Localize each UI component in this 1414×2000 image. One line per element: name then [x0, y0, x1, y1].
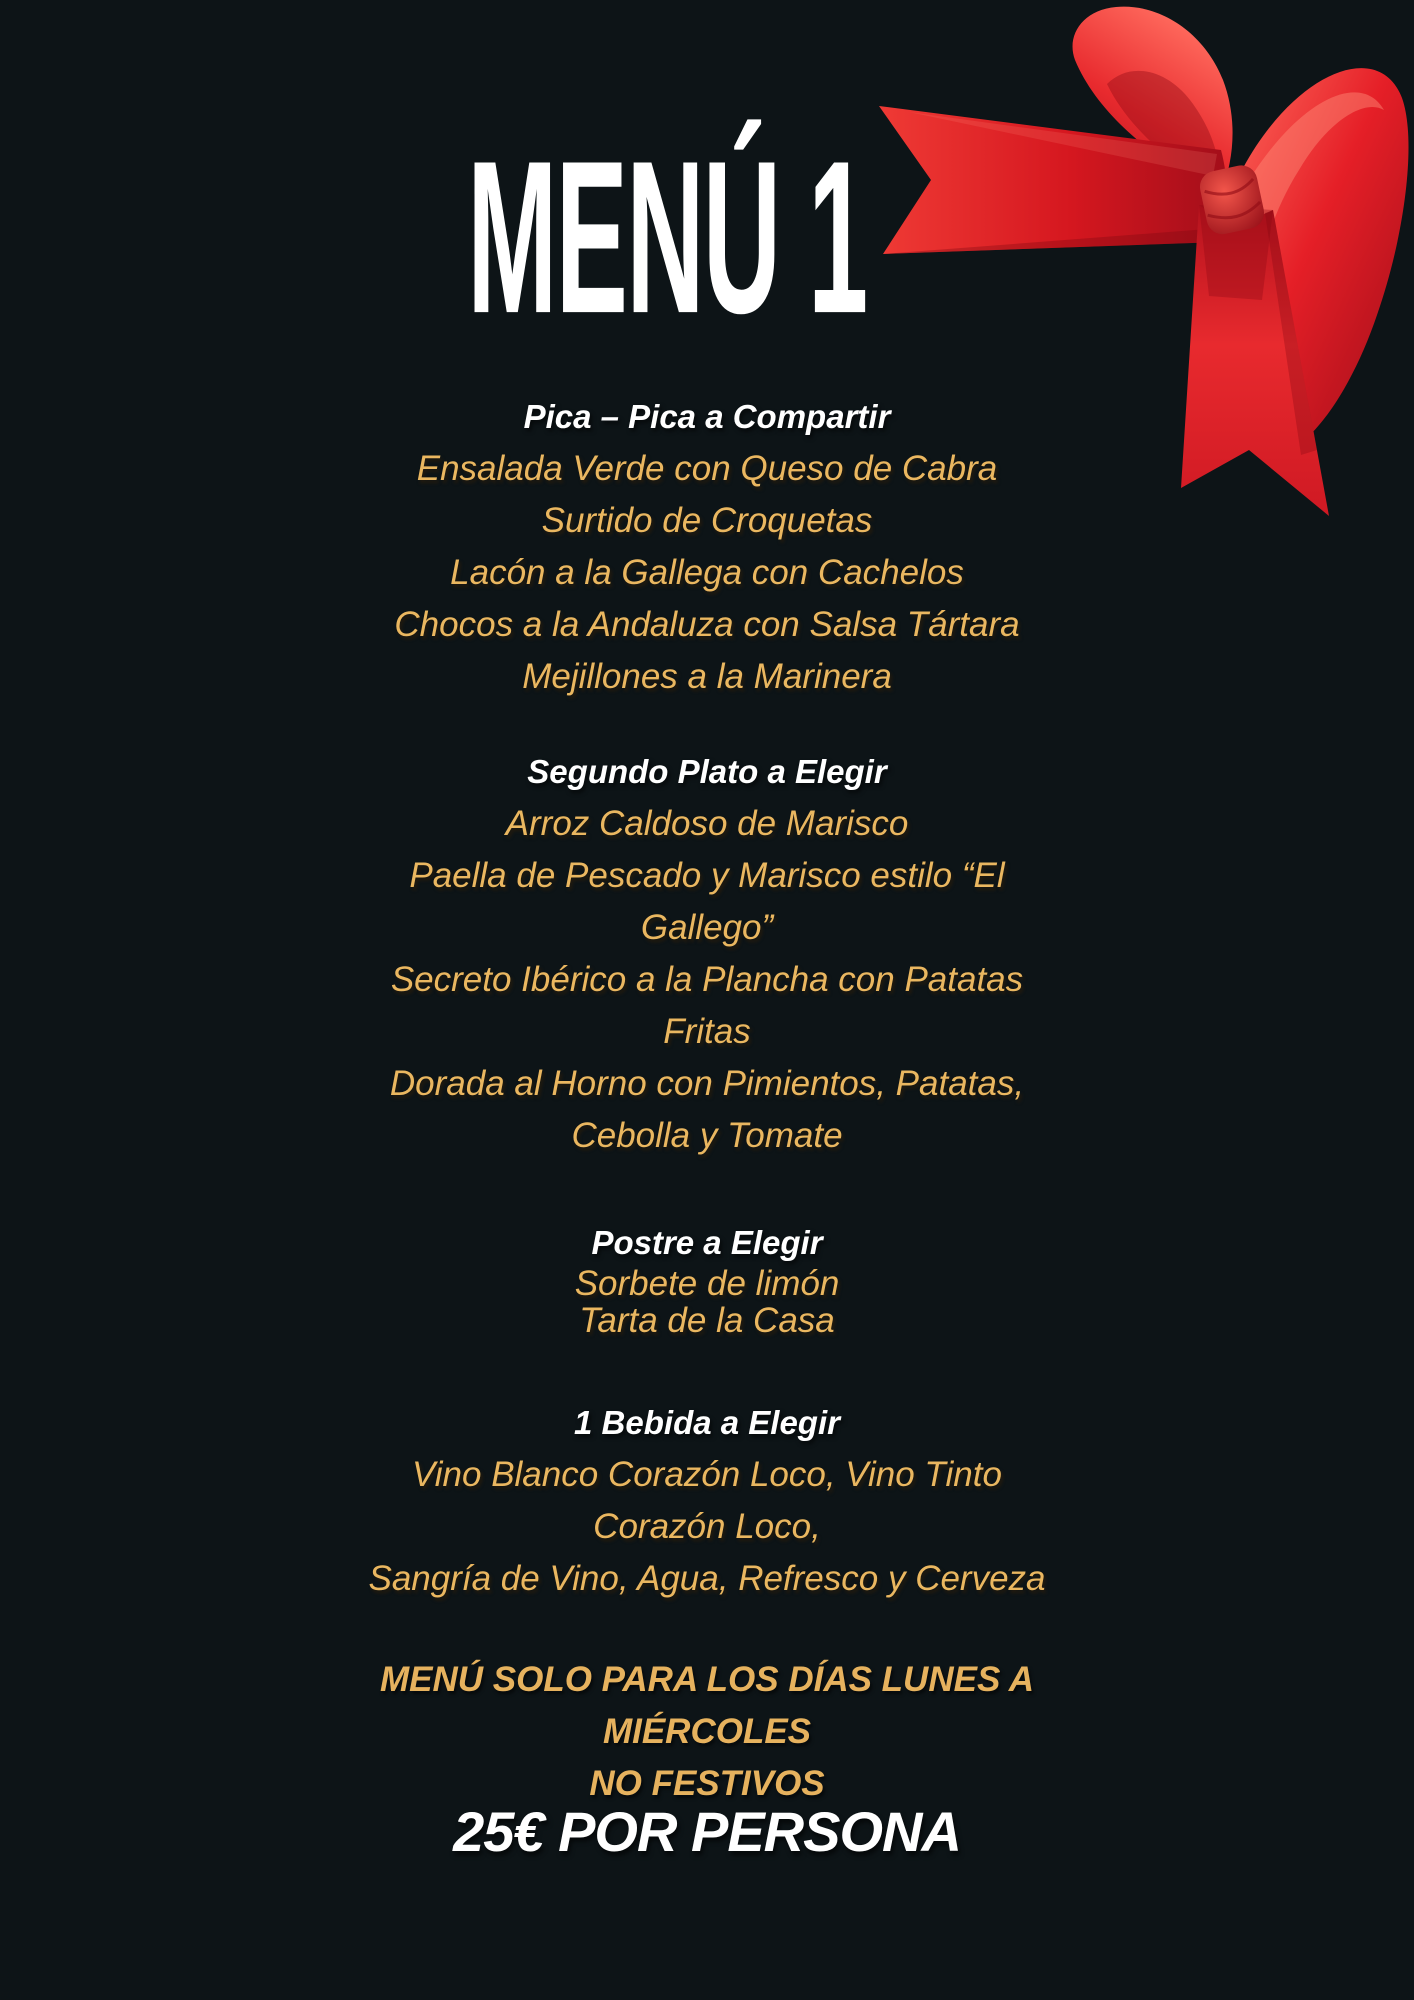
- section-pica-pica: [0, 391, 1414, 703]
- section-header: Pica – Pica a Compartir: [523, 398, 891, 435]
- menu-title: MENÚ 1: [467, 114, 867, 359]
- menu-item: Mejillones a la Marinera: [522, 657, 892, 696]
- menu-item: Corazón Loco,: [593, 1507, 821, 1546]
- footer-notes: [0, 1654, 1414, 1862]
- menu-item: Cebolla y Tomate: [571, 1116, 843, 1155]
- menu-item: Fritas: [663, 1012, 751, 1051]
- menu-item: Chocos a la Andaluza con Salsa Tártara: [394, 605, 1020, 644]
- menu-item: Tarta de la Casa: [579, 1301, 835, 1340]
- section-segundo-plato: [0, 746, 1414, 1162]
- section-header: Postre a Elegir: [591, 1224, 823, 1261]
- menu-item: Ensalada Verde con Queso de Cabra: [416, 449, 998, 488]
- menu-item: Sangría de Vino, Agua, Refresco y Cerveza: [368, 1559, 1046, 1598]
- availability-note: MIÉRCOLES: [602, 1712, 812, 1751]
- section-header: Segundo Plato a Elegir: [527, 753, 887, 790]
- availability-note: MENÚ SOLO PARA LOS DÍAS LUNES A: [379, 1660, 1034, 1699]
- menu-item: Surtido de Croquetas: [541, 501, 873, 540]
- price-per-person: 25€ POR PERSONA: [453, 1800, 961, 1863]
- menu-item: Vino Blanco Corazón Loco, Vino Tinto: [412, 1455, 1002, 1494]
- menu-item: Arroz Caldoso de Marisco: [505, 804, 909, 843]
- section-postre: [0, 1221, 1414, 1339]
- menu-item: Lacón a la Gallega con Cachelos: [450, 553, 964, 592]
- menu-item: Dorada al Horno con Pimientos, Patatas,: [389, 1064, 1025, 1103]
- menu-item: Paella de Pescado y Marisco estilo “El: [409, 856, 1005, 895]
- section-header: 1 Bebida a Elegir: [574, 1404, 840, 1441]
- menu-item: Sorbete de limón: [574, 1264, 840, 1303]
- availability-note: NO FESTIVOS: [589, 1764, 825, 1803]
- menu-item: Gallego”: [640, 908, 774, 947]
- section-bebida: [0, 1397, 1414, 1605]
- menu-item: Secreto Ibérico a la Plancha con Patatas: [390, 960, 1024, 999]
